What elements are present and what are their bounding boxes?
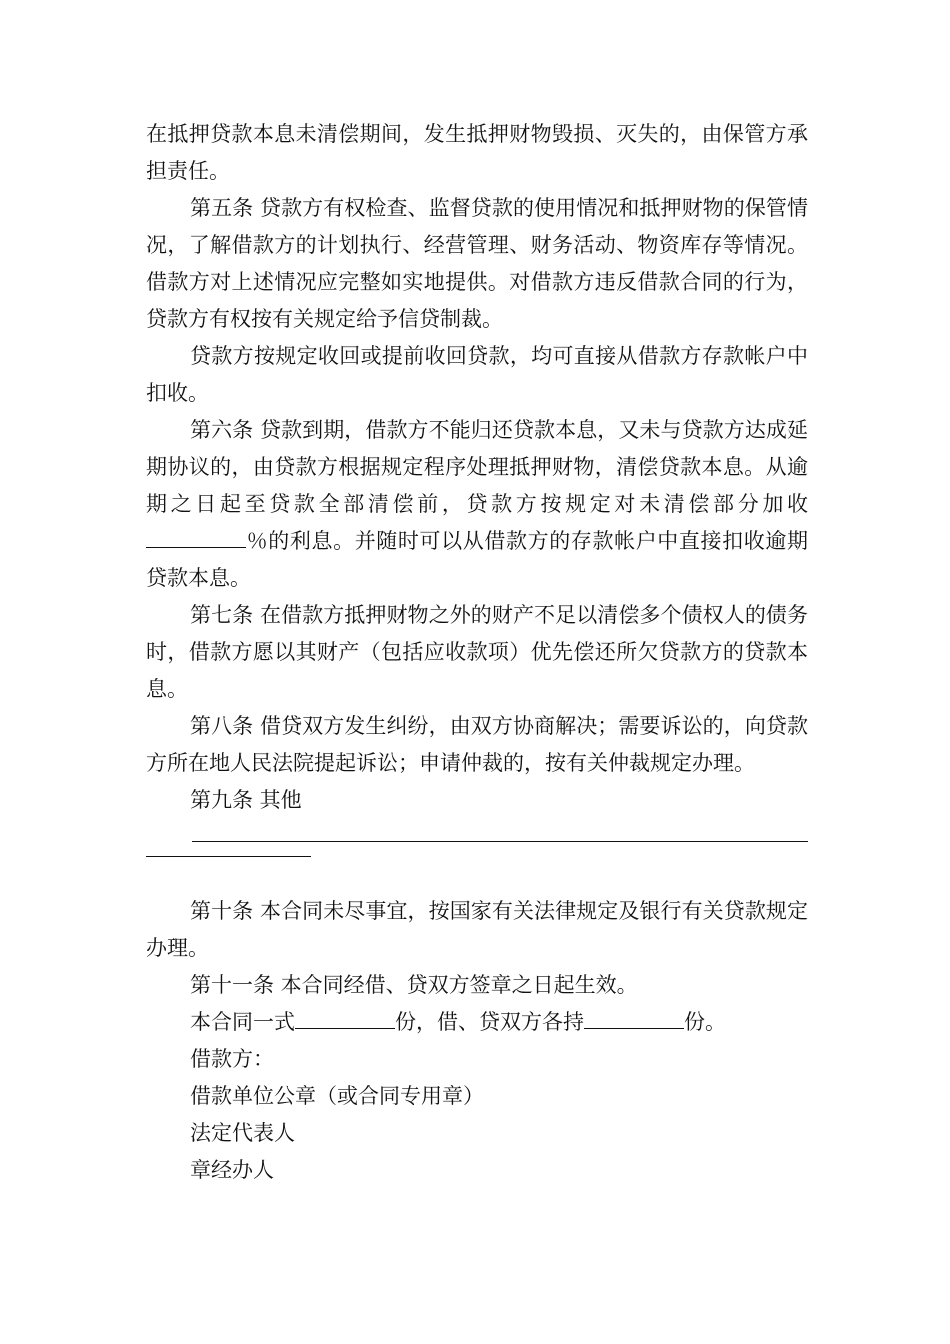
- copies-text-b: 份，借、贷双方各持: [395, 1010, 584, 1034]
- article-8: 第八条 借贷双方发生纠纷，由双方协商解决；需要诉讼的，向贷款方所在地人民法院提起诉讼；申请仲裁的，按有关仲裁规定办理。: [146, 714, 808, 775]
- handler-label: 章经办人: [190, 1158, 274, 1182]
- article-6-text-b: ％的利息。并随时可以从借款方的存款帐户中直接扣收逾期贷款本息。: [146, 529, 808, 590]
- legal-representative-label: 法定代表人: [190, 1121, 295, 1145]
- borrower-seal-label: 借款单位公章（或合同专用章）: [190, 1084, 484, 1108]
- article-9-blank-line[interactable]: [146, 819, 808, 856]
- article-7: 第七条 在借款方抵押财物之外的财产不足以清偿多个债权人的债务时，借款方愿以其财产（包括应收款项）优先偿还所欠贷款方的贷款本息。: [146, 603, 808, 701]
- article-5: 第五条 贷款方有权检查、监督贷款的使用情况和抵押财物的保管情况，了解借款方的计划执行、经营管理、财务活动、物资库存等情况。借款方对上述情况应完整如实地提供。对借款方违反借款合同的行为，贷款方有权按有关规定给予信贷制裁。: [146, 196, 808, 331]
- article-10: 第十条 本合同未尽事宜，按国家有关法律规定及银行有关贷款规定办理。: [146, 899, 808, 960]
- article-6: [146, 412, 808, 597]
- borrower-label: 借款方：: [190, 1047, 274, 1071]
- total-copies-blank[interactable]: [295, 1006, 395, 1029]
- article-9-blank-line-continued[interactable]: [146, 856, 808, 893]
- each-party-copies-blank[interactable]: [584, 1006, 684, 1029]
- article-6-text-a: 第六条 贷款到期，借款方不能归还贷款本息，又未与贷款方达成延期协议的，由贷款方根据规定程序处理抵押财物，清偿贷款本息。从逾期之日起至贷款全部清偿前，贷款方按规定对未清偿部分加收: [146, 418, 808, 516]
- article-9: 第九条 其他: [190, 788, 302, 812]
- copies-clause: [146, 1004, 808, 1041]
- copies-text-c: 份。: [684, 1010, 726, 1034]
- contract-page: [146, 116, 808, 1189]
- copies-text-a: 本合同一式: [190, 1010, 295, 1034]
- paragraph-collateral-liability: 在抵押贷款本息未清偿期间，发生抵押财物毁损、灭失的，由保管方承担责任。: [146, 122, 808, 183]
- article-5-recovery: 贷款方按规定收回或提前收回贷款，均可直接从借款方存款帐户中扣收。: [146, 344, 808, 405]
- signature-block: [146, 1041, 808, 1189]
- article-11: 第十一条 本合同经借、贷双方签章之日起生效。: [190, 973, 638, 997]
- interest-rate-blank[interactable]: [146, 525, 246, 548]
